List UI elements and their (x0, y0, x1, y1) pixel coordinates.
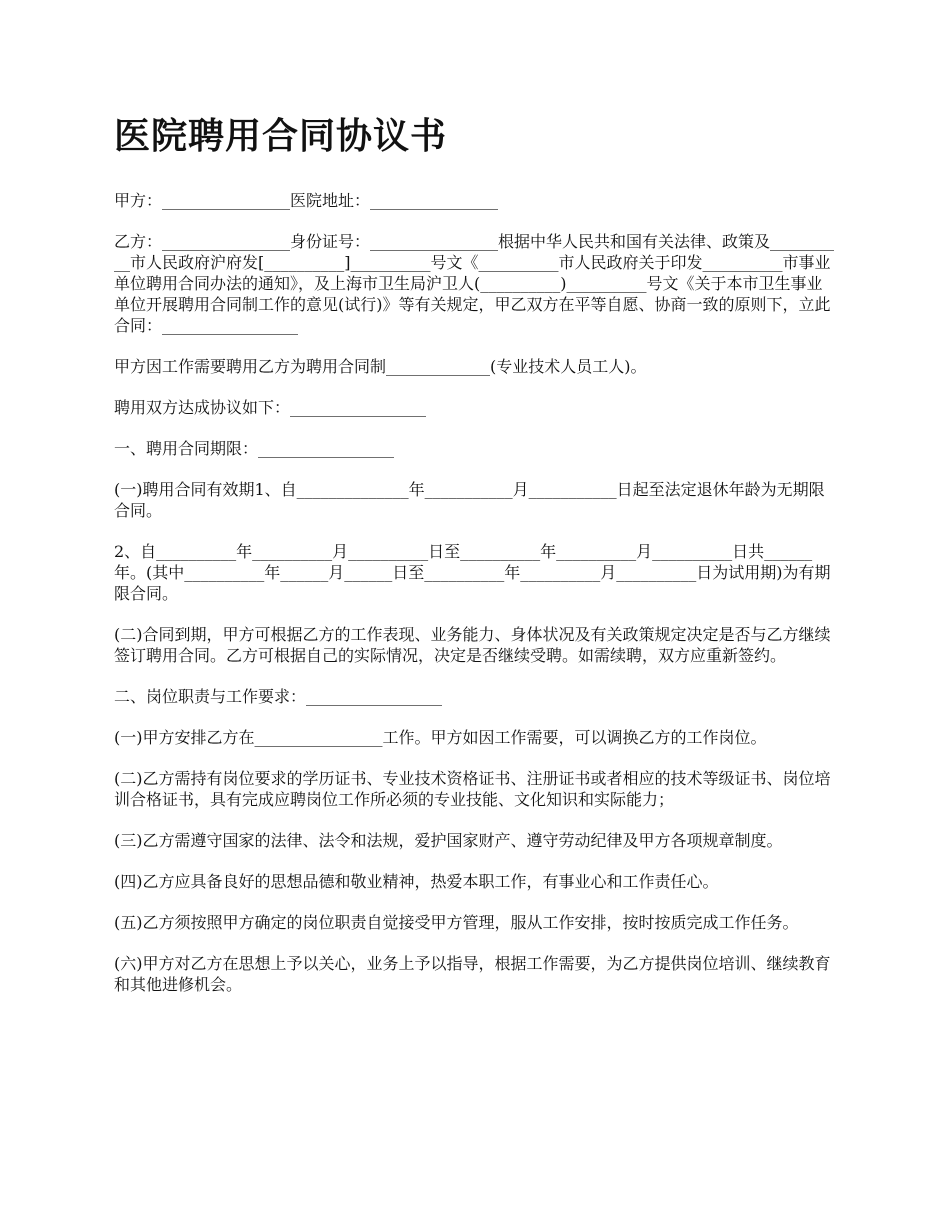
clause-1-1: (一)聘用合同有效期1、自______________年___________月___________日起至法定退休年龄为无期限合同。 (114, 480, 825, 520)
clause-1-2: 2、自__________年__________月__________日至__________年__________月__________日共______年。(其中__________年______月______日至__________年__________月__________日为试用期)为有期限合同。 (114, 542, 831, 603)
clause-2-3: (三)乙方需遵守国家的法律、法令和法规，爱护国家财产、遵守劳动纪律及甲方各项规章制度。 (114, 831, 783, 850)
section-2-heading: 二、岗位职责与工作要求：_________________ (114, 687, 443, 706)
clause-2-4: (四)乙方应具备良好的思想品德和敬业精神，热爱本职工作，有事业心和工作责任心。 (114, 872, 719, 891)
document-title: 医院聘用合同协议书 (114, 115, 448, 157)
clause-2-2: (二)乙方需持有岗位要求的学历证书、专业技术资格证书、注册证书或者相应的技术等级证书、岗位培训合格证书，具有完成应聘岗位工作所必须的专业技能、文化知识和实际能力； (114, 769, 831, 809)
document-page (114, 112, 838, 1015)
section-1-heading: 一、聘用合同期限：_________________ (114, 439, 395, 458)
clause-2-5: (五)乙方须按照甲方确定的岗位职责自觉接受甲方管理，服从工作安排，按时按质完成工作任务。 (114, 913, 799, 932)
clause-2-6: (六)甲方对乙方在思想上予以关心，业务上予以指导，根据工作需要，为乙方提供岗位培训、继续教育和其他进修机会。 (114, 954, 831, 994)
party-b-preamble: 乙方：________________身份证号：________________根据中华人民共和国有关法律、政策及__________市人民政府沪府发[__________]__________号文《__________市人民政府关于印发__________市事业单位聘用合同办法的通知》，及上海市卫生局沪卫人(__________)__________号文《关于本市卫生事业单位开展聘用合同制工作的意见(试行)》等有关规定，甲乙双方在平等自愿、协商一致的原则下，立此合同：_________________ (114, 232, 835, 335)
clause-2-1: (一)甲方安排乙方在________________工作。甲方如因工作需要，可以调换乙方的工作岗位。 (114, 728, 767, 747)
clause-1-renewal: (二)合同到期，甲方可根据乙方的工作表现、业务能力、身体状况及有关政策规定决定是否与乙方继续签订聘用合同。乙方可根据自己的实际情况，决定是否继续受聘。如需续聘，双方应重新签约。 (114, 625, 831, 665)
party-a-line: 甲方：________________医院地址：________________ (114, 191, 499, 210)
agreement-intro: 聘用双方达成协议如下：_________________ (114, 398, 427, 417)
employment-purpose: 甲方因工作需要聘用乙方为聘用合同制_____________(专业技术人员工人)。 (114, 357, 647, 376)
